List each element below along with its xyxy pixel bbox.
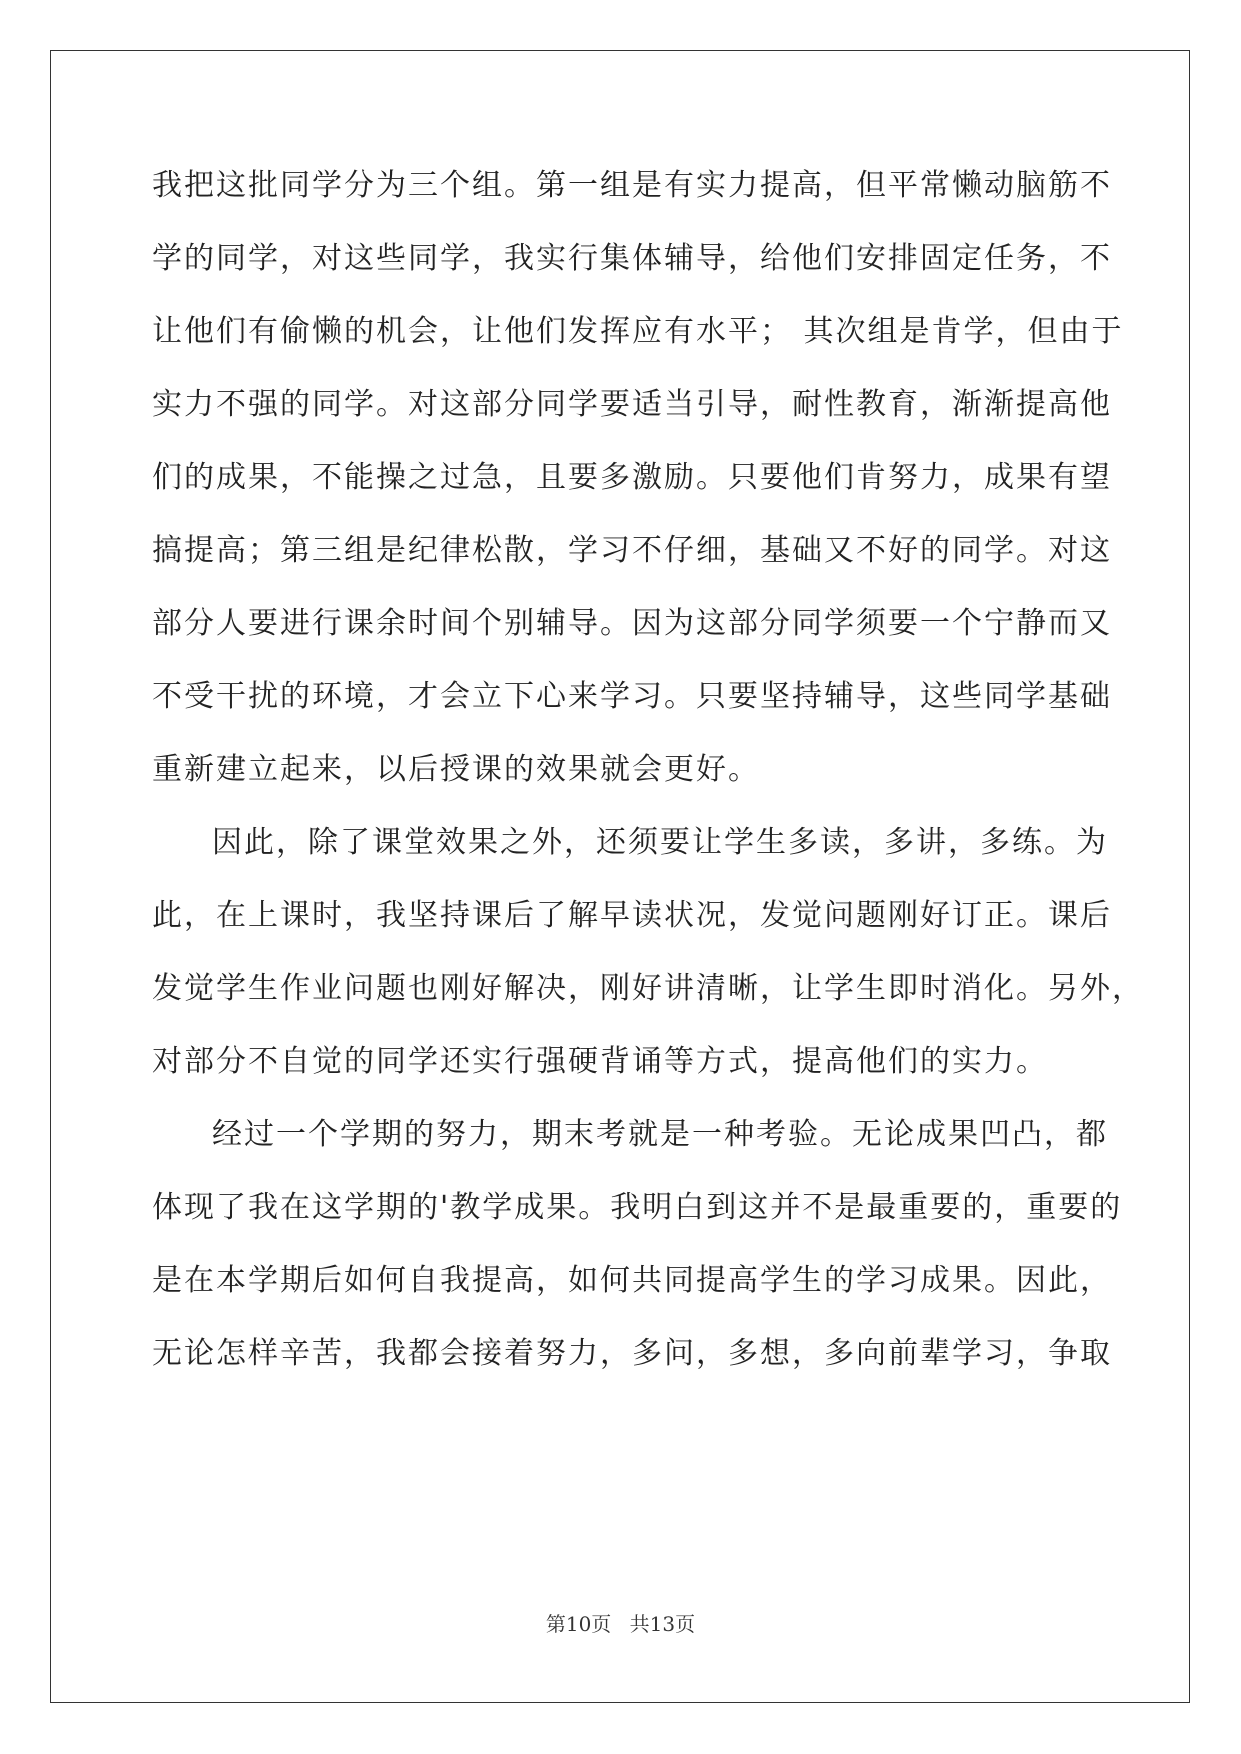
text-line: 重新建立起来，以后授课的效果就会更好。: [152, 752, 760, 787]
paragraph-first-line: 因此，除了课堂效果之外，还须要让学生多读，多讲，多练。为: [212, 825, 1108, 860]
text-line: 让他们有偷懒的机会，让他们发挥应有水平； 其次组是肯学，但由于: [152, 314, 1124, 349]
page-footer: [0, 1608, 1241, 1637]
text-line: 无论怎样辛苦，我都会接着努力，多问，多想，多向前辈学习，争取: [152, 1336, 1112, 1371]
page-border: [50, 50, 1190, 1703]
total-pages: 共13页: [629, 1612, 696, 1636]
text-line: 搞提高；第三组是纪律松散，学习不仔细，基础又不好的同学。对这: [152, 533, 1112, 568]
text-line: 对部分不自觉的同学还实行强硬背诵等方式，提高他们的实力。: [152, 1044, 1048, 1079]
paragraph-first-line: 经过一个学期的努力，期末考就是一种考验。无论成果凹凸，都: [212, 1117, 1108, 1152]
text-line: 实力不强的同学。对这部分同学要适当引导，耐性教育，渐渐提高他: [152, 387, 1112, 422]
text-line: 体现了我在这学期的'教学成果。我明白到这并不是最重要的，重要的: [152, 1190, 1123, 1225]
text-line: 学的同学，对这些同学，我实行集体辅导，给他们安排固定任务，不: [152, 241, 1112, 276]
text-line: 们的成果，不能操之过急，且要多激励。只要他们肯努力，成果有望: [152, 460, 1112, 495]
text-line: 发觉学生作业问题也刚好解决，刚好讲清晰，让学生即时消化。另外，: [152, 971, 1144, 1006]
current-page-number: 第10页: [545, 1612, 612, 1636]
text-line: 我把这批同学分为三个组。第一组是有实力提高，但平常懒动脑筋不: [152, 168, 1112, 203]
text-line: 不受干扰的环境，才会立下心来学习。只要坚持辅导，这些同学基础: [152, 679, 1112, 714]
text-line: 是在本学期后如何自我提高，如何共同提高学生的学习成果。因此，: [152, 1263, 1112, 1298]
text-line: 部分人要进行课余时间个别辅导。因为这部分同学须要一个宁静而又: [152, 606, 1112, 641]
text-line: 此，在上课时，我坚持课后了解早读状况，发觉问题刚好订正。课后: [152, 898, 1112, 933]
